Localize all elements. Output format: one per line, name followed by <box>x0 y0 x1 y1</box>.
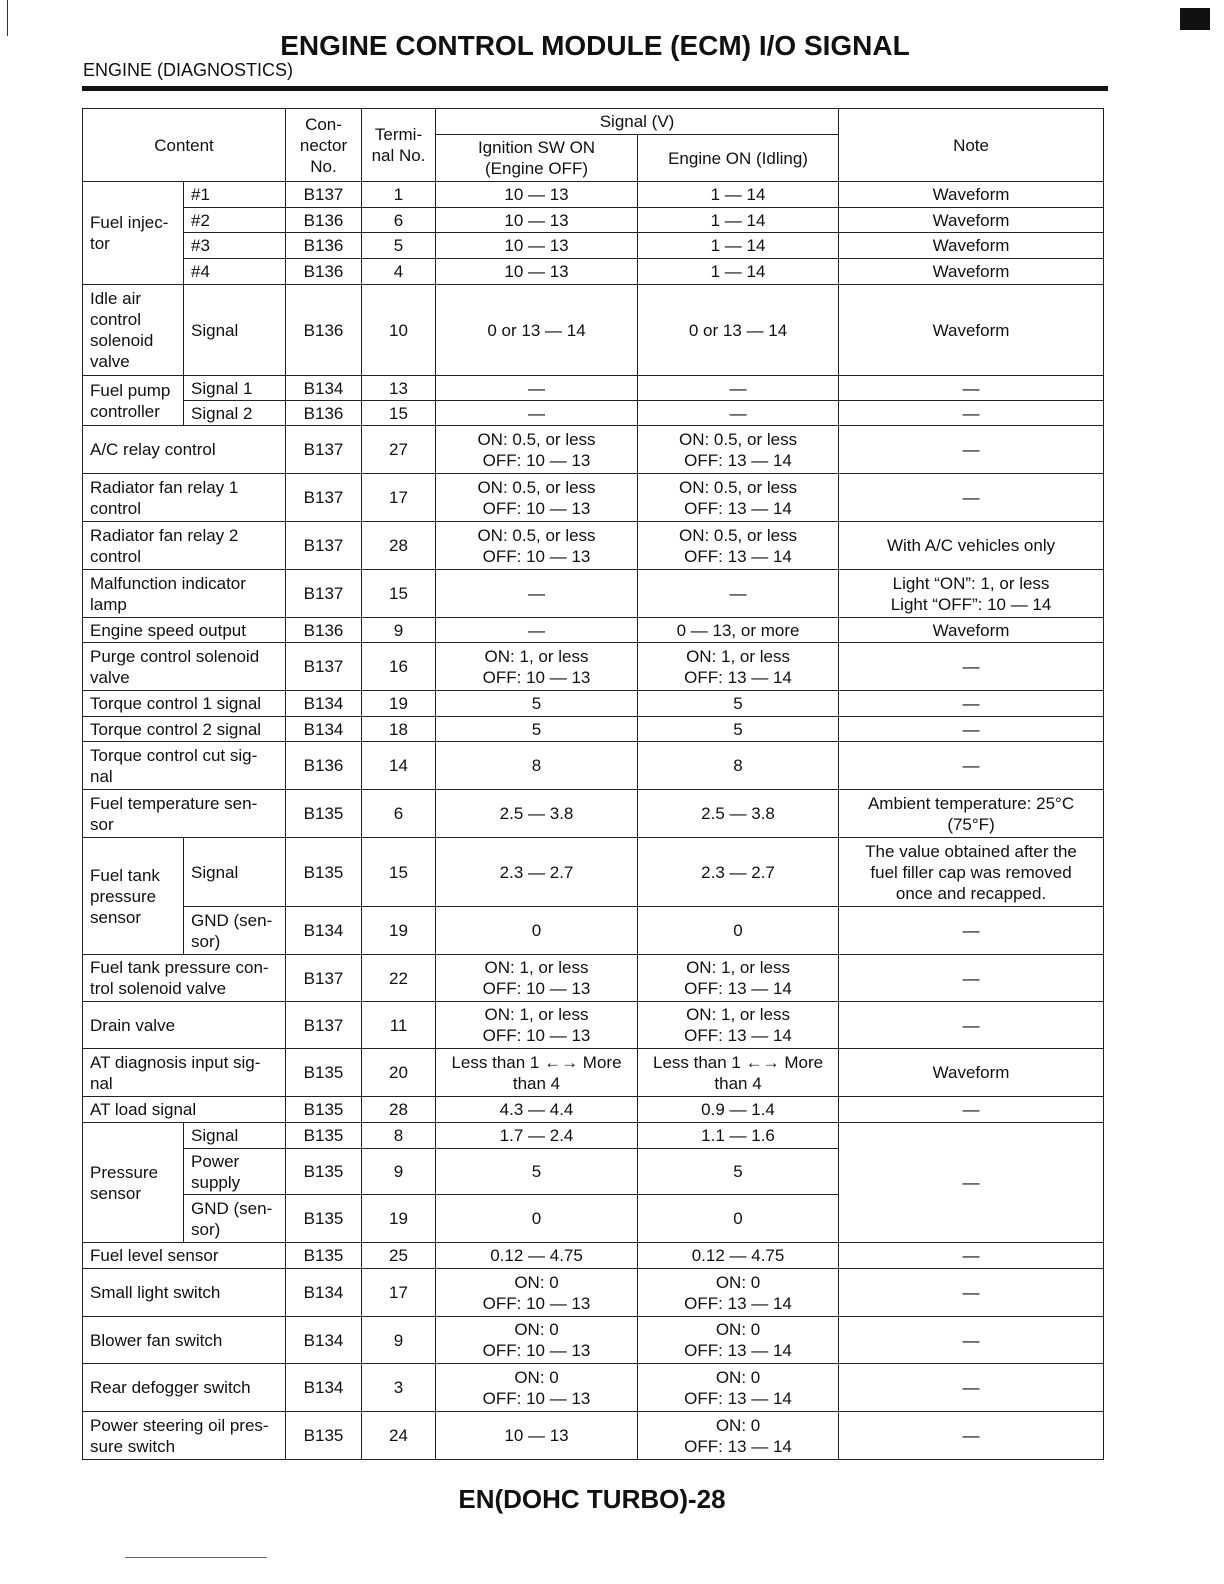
note-cell: Waveform <box>839 1049 1104 1097</box>
content-cell: Engine speed output <box>83 618 286 643</box>
connector-cell: B136 <box>286 259 362 285</box>
connector-cell: B134 <box>286 1364 362 1412</box>
table-row <box>83 570 1104 618</box>
note-cell: Waveform <box>839 259 1104 285</box>
table-row <box>83 285 1104 376</box>
ignition-signal-cell: 0.12 — 4.75 <box>436 1243 638 1269</box>
ignition-signal-cell: — <box>436 570 638 618</box>
header-terminal: Termi- nal No. <box>362 109 436 182</box>
terminal-cell: 9 <box>362 618 436 643</box>
engine-on-signal-cell: 5 <box>638 691 839 717</box>
engine-on-signal-cell: 5 <box>638 1149 839 1195</box>
header-signal: Signal (V) <box>436 109 839 135</box>
engine-on-signal-cell: ON: 0 OFF: 13 — 14 <box>638 1269 839 1317</box>
content-cell: Torque control 1 signal <box>83 691 286 717</box>
page-number: EN(DOHC TURBO)-28 <box>458 1484 726 1514</box>
engine-on-signal-cell: 5 <box>638 717 839 742</box>
header-ignition: Ignition SW ON (Engine OFF) <box>436 135 638 182</box>
table-row <box>83 1364 1104 1412</box>
note-cell: With A/C vehicles only <box>839 522 1104 570</box>
connector-cell: B135 <box>286 1049 362 1097</box>
table-row <box>83 1049 1104 1097</box>
header-note: Note <box>839 109 1104 182</box>
terminal-cell: 15 <box>362 401 436 426</box>
engine-on-signal-cell: ON: 0.5, or less OFF: 13 — 14 <box>638 522 839 570</box>
table-row <box>83 1123 1104 1149</box>
engine-on-signal-cell: 2.3 — 2.7 <box>638 838 839 907</box>
footer-line <box>125 1557 267 1558</box>
note-cell: Waveform <box>839 233 1104 259</box>
ignition-signal-cell: — <box>436 401 638 426</box>
terminal-cell: 28 <box>362 522 436 570</box>
note-cell: Waveform <box>839 208 1104 233</box>
engine-on-signal-cell: 2.5 — 3.8 <box>638 790 839 838</box>
terminal-cell: 19 <box>362 691 436 717</box>
table-row <box>83 182 1104 208</box>
ignition-signal-cell: 2.5 — 3.8 <box>436 790 638 838</box>
engine-on-signal-cell: 1 — 14 <box>638 208 839 233</box>
content-cell: Fuel tank pressure con- trol solenoid valve <box>83 955 286 1002</box>
engine-on-signal-cell: ON: 1, or less OFF: 13 — 14 <box>638 643 839 691</box>
terminal-cell: 25 <box>362 1243 436 1269</box>
engine-on-signal-cell: ON: 0.5, or less OFF: 13 — 14 <box>638 474 839 522</box>
terminal-cell: 24 <box>362 1412 436 1460</box>
content-cell: AT load signal <box>83 1097 286 1123</box>
table-row <box>83 376 1104 401</box>
terminal-cell: 3 <box>362 1364 436 1412</box>
table-row <box>83 1243 1104 1269</box>
ecm-io-signal-table <box>82 108 1104 1460</box>
header-connector: Con- nector No. <box>286 109 362 182</box>
terminal-cell: 9 <box>362 1149 436 1195</box>
terminal-cell: 19 <box>362 907 436 955</box>
terminal-cell: 9 <box>362 1317 436 1364</box>
header-engine-on: Engine ON (Idling) <box>638 135 839 182</box>
terminal-cell: 1 <box>362 182 436 208</box>
sub-content-cell: #1 <box>184 182 286 208</box>
terminal-cell: 11 <box>362 1002 436 1049</box>
note-cell: — <box>839 426 1104 474</box>
terminal-cell: 13 <box>362 376 436 401</box>
terminal-cell: 8 <box>362 1123 436 1149</box>
ignition-signal-cell: ON: 1, or less OFF: 10 — 13 <box>436 1002 638 1049</box>
table-row <box>83 742 1104 790</box>
table-row <box>83 691 1104 717</box>
ignition-signal-cell: 10 — 13 <box>436 208 638 233</box>
engine-on-signal-cell: 0 <box>638 907 839 955</box>
content-cell: Power steering oil pres- sure switch <box>83 1412 286 1460</box>
ignition-signal-cell: ON: 0.5, or less OFF: 10 — 13 <box>436 474 638 522</box>
ignition-signal-cell: 10 — 13 <box>436 233 638 259</box>
connector-cell: B137 <box>286 570 362 618</box>
connector-cell: B136 <box>286 208 362 233</box>
table-row <box>83 474 1104 522</box>
engine-on-signal-cell: — <box>638 570 839 618</box>
content-cell: Small light switch <box>83 1269 286 1317</box>
ignition-signal-cell: 5 <box>436 717 638 742</box>
terminal-cell: 14 <box>362 742 436 790</box>
sub-content-cell: Signal <box>184 838 286 907</box>
note-cell: — <box>839 1412 1104 1460</box>
terminal-cell: 22 <box>362 955 436 1002</box>
terminal-cell: 5 <box>362 233 436 259</box>
ignition-signal-cell: 0 or 13 — 14 <box>436 285 638 376</box>
engine-on-signal-cell: 0 or 13 — 14 <box>638 285 839 376</box>
ignition-signal-cell: 2.3 — 2.7 <box>436 838 638 907</box>
note-cell: — <box>839 1317 1104 1364</box>
connector-cell: B137 <box>286 955 362 1002</box>
terminal-cell: 4 <box>362 259 436 285</box>
header-rule <box>82 86 1108 91</box>
note-cell: — <box>839 955 1104 1002</box>
sub-content-cell: #3 <box>184 233 286 259</box>
table-row <box>83 838 1104 907</box>
connector-cell: B137 <box>286 1002 362 1049</box>
content-cell: Pressure sensor <box>83 1123 184 1243</box>
connector-cell: B135 <box>286 1412 362 1460</box>
connector-cell: B137 <box>286 522 362 570</box>
engine-on-signal-cell: 0 — 13, or more <box>638 618 839 643</box>
note-cell: — <box>839 401 1104 426</box>
engine-on-signal-cell: 1.1 — 1.6 <box>638 1123 839 1149</box>
note-cell: — <box>839 691 1104 717</box>
note-cell: — <box>839 742 1104 790</box>
content-cell: Drain valve <box>83 1002 286 1049</box>
table-row <box>83 1317 1104 1364</box>
engine-on-signal-cell: — <box>638 376 839 401</box>
connector-cell: B137 <box>286 182 362 208</box>
connector-cell: B135 <box>286 1195 362 1243</box>
table-row <box>83 233 1104 259</box>
connector-cell: B135 <box>286 1123 362 1149</box>
terminal-cell: 19 <box>362 1195 436 1243</box>
content-cell: Fuel pump controller <box>83 376 184 426</box>
table-row <box>83 401 1104 426</box>
ignition-signal-cell: ON: 0.5, or less OFF: 10 — 13 <box>436 522 638 570</box>
ignition-signal-cell: ON: 0 OFF: 10 — 13 <box>436 1269 638 1317</box>
connector-cell: B137 <box>286 474 362 522</box>
sub-content-cell: GND (sen- sor) <box>184 907 286 955</box>
content-cell: Idle air control solenoid valve <box>83 285 184 376</box>
note-cell: — <box>839 907 1104 955</box>
terminal-cell: 16 <box>362 643 436 691</box>
table-row <box>83 790 1104 838</box>
connector-cell: B135 <box>286 838 362 907</box>
note-cell: Light “ON”: 1, or less Light “OFF”: 10 — 14 <box>839 570 1104 618</box>
table-row <box>83 643 1104 691</box>
table-row <box>83 1097 1104 1123</box>
connector-cell: B134 <box>286 691 362 717</box>
note-cell: — <box>839 717 1104 742</box>
note-cell: The value obtained after the fuel filler cap was removed once and recapped. <box>839 838 1104 907</box>
ignition-signal-cell: 5 <box>436 691 638 717</box>
connector-cell: B134 <box>286 907 362 955</box>
terminal-cell: 28 <box>362 1097 436 1123</box>
connector-cell: B137 <box>286 643 362 691</box>
connector-cell: B135 <box>286 1149 362 1195</box>
note-cell: — <box>839 1123 1104 1243</box>
ignition-signal-cell: 1.7 — 2.4 <box>436 1123 638 1149</box>
section-title: ENGINE (DIAGNOSTICS) <box>83 60 294 80</box>
table-row <box>83 426 1104 474</box>
connector-cell: B134 <box>286 717 362 742</box>
note-cell: — <box>839 1243 1104 1269</box>
table-row <box>83 717 1104 742</box>
engine-on-signal-cell: 0 <box>638 1195 839 1243</box>
corner-marker <box>1180 8 1210 30</box>
engine-on-signal-cell: 0.9 — 1.4 <box>638 1097 839 1123</box>
ignition-signal-cell: — <box>436 618 638 643</box>
ignition-signal-cell: 4.3 — 4.4 <box>436 1097 638 1123</box>
table-row <box>83 1269 1104 1317</box>
ignition-signal-cell: — <box>436 376 638 401</box>
engine-on-signal-cell: ON: 0 OFF: 13 — 14 <box>638 1317 839 1364</box>
header-content: Content <box>83 109 286 182</box>
engine-on-signal-cell: 1 — 14 <box>638 259 839 285</box>
table-row <box>83 907 1104 955</box>
engine-on-signal-cell: ON: 1, or less OFF: 13 — 14 <box>638 955 839 1002</box>
content-cell: Radiator fan relay 1 control <box>83 474 286 522</box>
engine-on-signal-cell: Less than 1 ←→ More than 4 <box>638 1049 839 1097</box>
ignition-signal-cell: 10 — 13 <box>436 182 638 208</box>
content-cell: Fuel injec- tor <box>83 182 184 285</box>
table-row <box>83 522 1104 570</box>
ignition-signal-cell: ON: 0 OFF: 10 — 13 <box>436 1317 638 1364</box>
sub-content-cell: Signal 1 <box>184 376 286 401</box>
terminal-cell: 6 <box>362 790 436 838</box>
engine-on-signal-cell: 1 — 14 <box>638 182 839 208</box>
terminal-cell: 10 <box>362 285 436 376</box>
connector-cell: B134 <box>286 1317 362 1364</box>
engine-on-signal-cell: — <box>638 401 839 426</box>
content-cell: Fuel tank pressure sensor <box>83 838 184 955</box>
content-cell: Torque control 2 signal <box>83 717 286 742</box>
terminal-cell: 18 <box>362 717 436 742</box>
connector-cell: B136 <box>286 233 362 259</box>
engine-on-signal-cell: ON: 0.5, or less OFF: 13 — 14 <box>638 426 839 474</box>
terminal-cell: 15 <box>362 570 436 618</box>
table-row <box>83 1412 1104 1460</box>
connector-cell: B134 <box>286 376 362 401</box>
note-cell: Waveform <box>839 182 1104 208</box>
note-cell: Waveform <box>839 285 1104 376</box>
terminal-cell: 17 <box>362 474 436 522</box>
content-cell: Blower fan switch <box>83 1317 286 1364</box>
connector-cell: B134 <box>286 1269 362 1317</box>
content-cell: Rear defogger switch <box>83 1364 286 1412</box>
terminal-cell: 17 <box>362 1269 436 1317</box>
note-cell: Ambient temperature: 25°C (75°F) <box>839 790 1104 838</box>
content-cell: Torque control cut sig- nal <box>83 742 286 790</box>
ignition-signal-cell: 0 <box>436 907 638 955</box>
content-cell: Fuel temperature sen- sor <box>83 790 286 838</box>
content-cell: Purge control solenoid valve <box>83 643 286 691</box>
table-row <box>83 208 1104 233</box>
connector-cell: B135 <box>286 1097 362 1123</box>
content-cell: A/C relay control <box>83 426 286 474</box>
terminal-cell: 15 <box>362 838 436 907</box>
table-row <box>83 259 1104 285</box>
connector-cell: B136 <box>286 285 362 376</box>
content-cell: Malfunction indicator lamp <box>83 570 286 618</box>
note-cell: — <box>839 1364 1104 1412</box>
ignition-signal-cell: 5 <box>436 1149 638 1195</box>
note-cell: — <box>839 1269 1104 1317</box>
note-cell: — <box>839 1002 1104 1049</box>
sub-content-cell: #2 <box>184 208 286 233</box>
table-row <box>83 1002 1104 1049</box>
sub-content-cell: Signal 2 <box>184 401 286 426</box>
note-cell: — <box>839 1097 1104 1123</box>
engine-on-signal-cell: 8 <box>638 742 839 790</box>
ignition-signal-cell: ON: 1, or less OFF: 10 — 13 <box>436 955 638 1002</box>
sub-content-cell: GND (sen- sor) <box>184 1195 286 1243</box>
ignition-signal-cell: 10 — 13 <box>436 1412 638 1460</box>
note-cell: — <box>839 376 1104 401</box>
terminal-cell: 20 <box>362 1049 436 1097</box>
content-cell: AT diagnosis input sig- nal <box>83 1049 286 1097</box>
table-row <box>83 618 1104 643</box>
engine-on-signal-cell: 1 — 14 <box>638 233 839 259</box>
page-title: ENGINE CONTROL MODULE (ECM) I/O SIGNAL <box>280 30 910 61</box>
sub-content-cell: Power supply <box>184 1149 286 1195</box>
content-cell: Radiator fan relay 2 control <box>83 522 286 570</box>
content-cell: Fuel level sensor <box>83 1243 286 1269</box>
ignition-signal-cell: 10 — 13 <box>436 259 638 285</box>
engine-on-signal-cell: ON: 0 OFF: 13 — 14 <box>638 1412 839 1460</box>
sub-content-cell: #4 <box>184 259 286 285</box>
terminal-cell: 6 <box>362 208 436 233</box>
sub-content-cell: Signal <box>184 285 286 376</box>
connector-cell: B136 <box>286 618 362 643</box>
note-cell: Waveform <box>839 618 1104 643</box>
terminal-cell: 27 <box>362 426 436 474</box>
ignition-signal-cell: ON: 0.5, or less OFF: 10 — 13 <box>436 426 638 474</box>
ignition-signal-cell: 8 <box>436 742 638 790</box>
connector-cell: B137 <box>286 426 362 474</box>
connector-cell: B135 <box>286 1243 362 1269</box>
note-cell: — <box>839 474 1104 522</box>
engine-on-signal-cell: ON: 0 OFF: 13 — 14 <box>638 1364 839 1412</box>
connector-cell: B136 <box>286 401 362 426</box>
sub-content-cell: Signal <box>184 1123 286 1149</box>
note-cell: — <box>839 643 1104 691</box>
ignition-signal-cell: ON: 1, or less OFF: 10 — 13 <box>436 643 638 691</box>
ignition-signal-cell: ON: 0 OFF: 10 — 13 <box>436 1364 638 1412</box>
engine-on-signal-cell: ON: 1, or less OFF: 13 — 14 <box>638 1002 839 1049</box>
engine-on-signal-cell: 0.12 — 4.75 <box>638 1243 839 1269</box>
ignition-signal-cell: 0 <box>436 1195 638 1243</box>
connector-cell: B135 <box>286 790 362 838</box>
connector-cell: B136 <box>286 742 362 790</box>
ignition-signal-cell: Less than 1 ←→ More than 4 <box>436 1049 638 1097</box>
table-row <box>83 955 1104 1002</box>
